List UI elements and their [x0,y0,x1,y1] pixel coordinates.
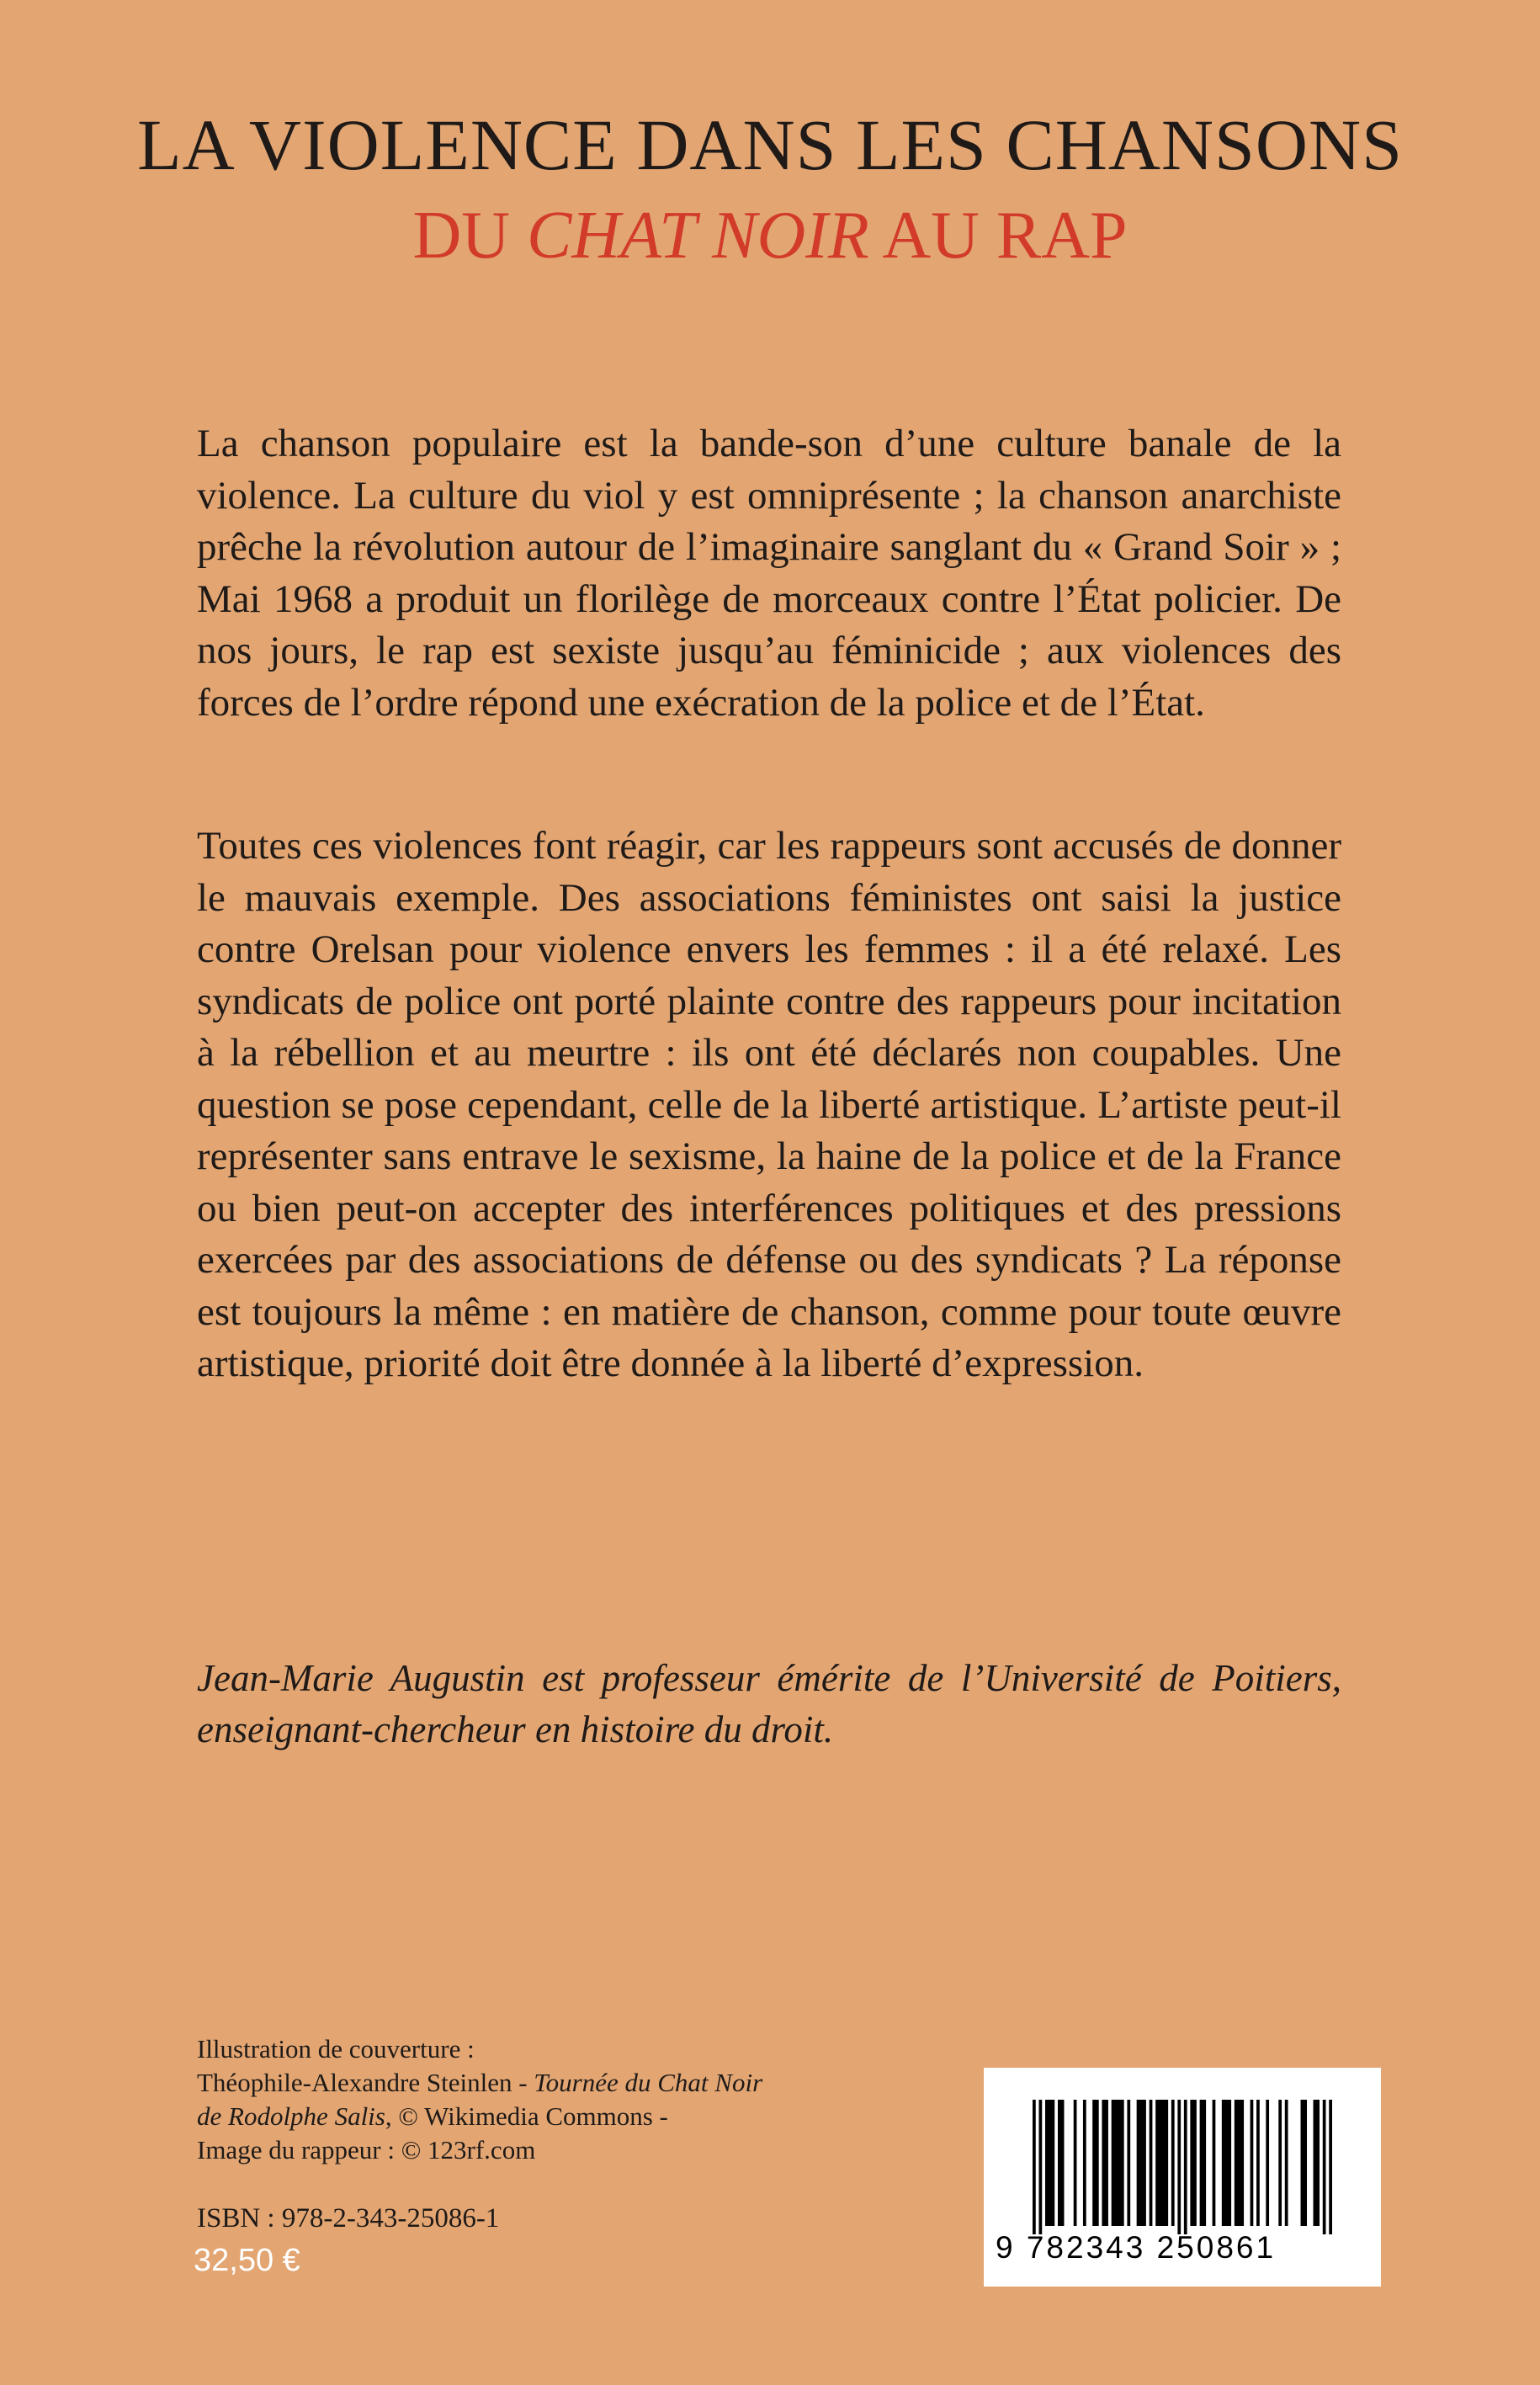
barcode-bar [1102,2100,1107,2226]
credits-artist: Théophile-Alexandre Steinlen - [197,2068,534,2097]
barcode-bar [1074,2100,1077,2226]
title-main: LA VIOLENCE DANS LES CHANSONS [137,104,1403,185]
credits-line-1: Illustration de couverture : [197,2034,475,2064]
barcode-bar [1150,2100,1153,2226]
barcode [984,2068,1381,2287]
cover-title [0,103,1540,276]
author-bio: Jean-Marie Augustin est professeur émérite de l’Université de Poitiers, enseignant-chercheur en histoire du droit. [197,1657,1341,1750]
credits-artwork-title: Tournée du Chat Noir [534,2068,763,2097]
barcode-bar [1137,2100,1146,2226]
subtitle-prefix: DU [412,199,528,273]
price: 32,50 € [194,2243,300,2278]
barcode-bar [1329,2100,1332,2234]
barcode-bar [1038,2100,1042,2234]
barcode-bar [1301,2100,1307,2226]
summary-paragraph-1 [197,418,1341,729]
paragraph-text: La chanson populaire est la bande-son d’une culture banale de la violence. La culture du viol y est omniprésente ; la chanson anarchiste prêche la révolution autour de l’imaginaire sanglant du « Grand Soir » ; Mai 1968 a produit un florilège de morceaux contre l’État policier. De nos jours, le rap est sexiste jusqu’au féminicide ; aux violences des forces de l’ordre répond une exécration de la police et de l’État. [197,422,1341,725]
barcode-digits: 9 782343 250861 [996,2230,1277,2265]
title-subtitle [0,195,1540,276]
barcode-bar [1222,2100,1231,2226]
barcode-bar [1127,2100,1130,2226]
barcode-bar [1184,2100,1187,2234]
barcode-bar [1213,2100,1216,2226]
barcode-bars [1033,2100,1332,2234]
barcode-bar [1323,2100,1326,2234]
barcode-bar [1256,2100,1260,2226]
barcode-bar [1033,2100,1036,2234]
barcode-bar [1235,2100,1244,2226]
credits-line-4: Image du rappeur : © 123rf.com [197,2135,536,2165]
barcode-bar [1251,2100,1254,2226]
subtitle-italic: CHAT NOIR [527,199,869,273]
subtitle-suffix: AU RAP [868,199,1128,273]
barcode-bar [1278,2100,1282,2226]
credits-source: , © Wikimedia Commons - [385,2101,668,2131]
barcode-bar [1314,2100,1320,2226]
barcode-bar [1092,2100,1098,2226]
barcode-bar [1200,2100,1206,2226]
barcode-bar [1045,2100,1054,2226]
barcode-bar [1083,2100,1086,2226]
barcode-bar [1112,2100,1124,2226]
isbn: ISBN : 978-2-343-25086-1 [197,2203,500,2234]
credits-artwork-title-cont: de Rodolphe Salis [197,2101,385,2131]
summary-paragraph-2 [197,821,1341,1390]
barcode-bar [1285,2100,1288,2226]
barcode-bar [1155,2100,1168,2226]
credits-line-2 [197,2066,954,2100]
barcode-bar [1058,2100,1064,2226]
barcode-bar [1171,2100,1175,2226]
barcode-bar [1177,2100,1181,2234]
credits-line-3 [197,2100,954,2133]
paragraph-text: Toutes ces violences font réagir, car les rappeurs sont accusés de donner le mauvais exemple. Des associations féministes ont saisi la justice contre Orelsan pour violence envers les femmes : il a été relaxé. Les syndicats de police ont porté plainte contre des rappeurs pour incitation à la rébellion et au meurtre : ils ont été déclarés non coupables. Une question se pose cependant, celle de la liberté artistique. L’artiste peut-il représenter sans entrave le sexisme, la haine de la police et de la France ou bien peut-on accepter des interférences politiques et des pressions exercées par des associations de défense ou des syndicats ? La réponse est toujours la même : en matière de chanson, comme pour toute œuvre artistique, priorité doit être donnée à la liberté d’expression. [197,824,1341,1385]
barcode-bar [1266,2100,1269,2226]
illustration-credits [197,2032,954,2167]
barcode-bar [1190,2100,1196,2226]
